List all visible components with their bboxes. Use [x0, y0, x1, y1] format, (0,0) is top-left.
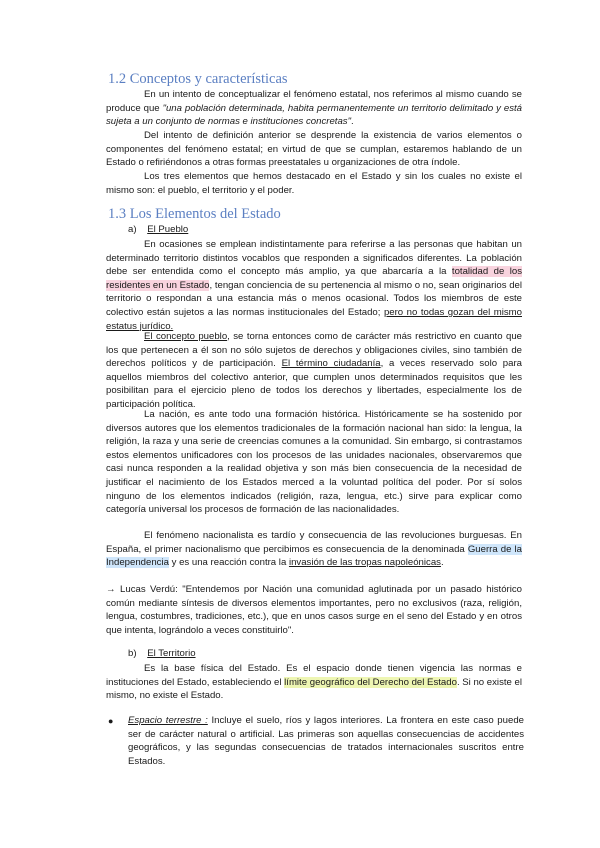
paragraph-text: La nación, es ante todo una formación histórica. Históricamente se ha sostenido por diversos autores que los elementos tradicionales de la formación nacional han sido: la lengua, la religión, la raza y una serie de creencias comunes a la comunidad. Sin embargo, si contrastamos estos elementos unificadores con los procesos de las unidades nacionales, observaremos que casi nunca responden a la realidad objetiva y son más bien consecuencia de la necesidad de justificar el nacimiento de los Estados merced a la voluntad política del poder. Por sí solos ninguno de los elementos indicados (religión, raza, lengua, etc.) sirve para explicar como categoría universal los procesos de formación de las nacionalidades. — [106, 409, 522, 516]
underlined-text: El concepto pueblo — [144, 331, 228, 342]
paragraph-components — [106, 129, 522, 170]
subsection-pueblo-heading — [128, 224, 188, 235]
bullet-marker: ● — [108, 716, 114, 726]
bullet-label: Espacio terrestre : — [128, 715, 208, 726]
subsection-title: El Territorio — [147, 648, 196, 659]
bullet-espacio-terrestre — [128, 714, 524, 768]
quote-lucas-verdu: → Lucas Verdú: "Entendemos por Nación una comunidad aglutinada por un pasado histórico común mediante síntesis de diversos elementos importantes, pero no exclusivos (raza, religión, lengua, costumbres, tradiciones, etc.), que en unos casos surge en el seno del Estado y en otros que intenta, lográndolo a veces constituirlo". — [106, 584, 522, 636]
paragraph-text: . — [351, 116, 354, 128]
paragraph-text: . Si no existe el mismo, no existe el Estado. — [106, 676, 522, 702]
paragraph-nacionalismo — [106, 529, 522, 570]
paragraph-text: Los tres elementos que hemos destacado en el Estado y sin los cuales no existe el mismo son: el pueblo, el territorio y el poder. — [106, 171, 522, 196]
subsection-title: El Pueblo — [147, 224, 189, 235]
highlight-yellow: límite geográfico del Derecho del Estado — [284, 676, 457, 688]
paragraph-text: En ocasiones se emplean indistintamente para referirse a las personas que habitan un determinado territorio distintos vocablos que responden a significados diferentes. La población debe ser entendida como el concepto más amplio, ya que abarcaría a la — [106, 239, 522, 278]
paragraph-definition — [106, 88, 522, 129]
paragraph-text: , se torna entonces como de carácter más restrictivo en cuanto que los que pertenecen a él son no sólo sujetos de derechos y obligaciones civiles, sino también de derechos políticos y de participación. — [106, 331, 522, 370]
underlined-text: invasión de las tropas napoleónicas — [288, 557, 441, 569]
paragraph-nacion — [106, 408, 522, 517]
paragraph-text: y es una reacción contra la — [168, 557, 289, 569]
paragraph-territorio — [106, 662, 522, 703]
paragraph-text: Es la base física del Estado. Es el espacio donde tienen vigencia las normas e instituciones del Estado, estableciendo el — [106, 663, 522, 688]
paragraph-poblacion — [106, 238, 522, 333]
subsection-territorio-heading — [128, 648, 196, 659]
list-marker: b) — [128, 648, 137, 659]
list-marker: a) — [128, 224, 137, 235]
underlined-text: pero no todas gozan del mismo estatus jurídico. — [106, 306, 522, 332]
paragraph-text: Del intento de definición anterior se desprende la existencia de varios elementos o componentes del fenómeno estatal; en virtud de que se cumplan, estaremos hablando de un Estado o refiriéndonos a otras formas preestatales u organizaciones de otra índole. — [106, 130, 522, 169]
paragraph-text: El fenómeno nacionalista es tardío y consecuencia de las revoluciones burguesas. En España, el primer nacionalismo que percibimos es consecuencia de la denominada — [106, 530, 522, 555]
highlight-blue: Guerra de la Independencia — [106, 543, 522, 569]
section-title-1-2: 1.2 Conceptos y características — [108, 71, 288, 87]
paragraph-concepto-pueblo — [106, 330, 522, 412]
paragraph-text: . — [440, 557, 444, 569]
paragraph-text: , a veces reservado solo para aquellos miembros del colectivo anterior, que cumplen unos determinados requisitos que les posibilitan para el ejercicio pleno de todos los derechos y libertades, especialmente los de participación política. — [106, 358, 523, 410]
underlined-text: El término ciudadanía — [281, 358, 381, 370]
paragraph-three-elements — [106, 170, 522, 197]
paragraph-text: , tengan conciencia de su pertenencia al mismo o no, sean originarios del territorio o respondan a una estancia más o menos ocasional. Todos los miembros de este colectivo están sujetos a las normas institucionales del Estado; — [106, 279, 523, 318]
bullet-text: Incluye el suelo, ríos y lagos interiores. La frontera en este caso puede ser de carácter natural o artificial. Las primeras son aquellas consecuencias de accidentes geográficos, y las segundas consecuencias de tratados internacionales suscritos entre Estados. — [128, 715, 524, 767]
definition-quote: "una población determinada, habita permanentemente un territorio delimitado y está sujeta a un conjunto de normas e instituciones concretas" — [106, 102, 522, 128]
paragraph-text: En un intento de conceptualizar el fenómeno estatal, nos referimos al mismo cuando se produce que — [106, 89, 522, 114]
highlight-pink: totalidad de los residentes en un Estado — [106, 266, 522, 291]
section-title-1-3: 1.3 Los Elementos del Estado — [108, 206, 281, 222]
